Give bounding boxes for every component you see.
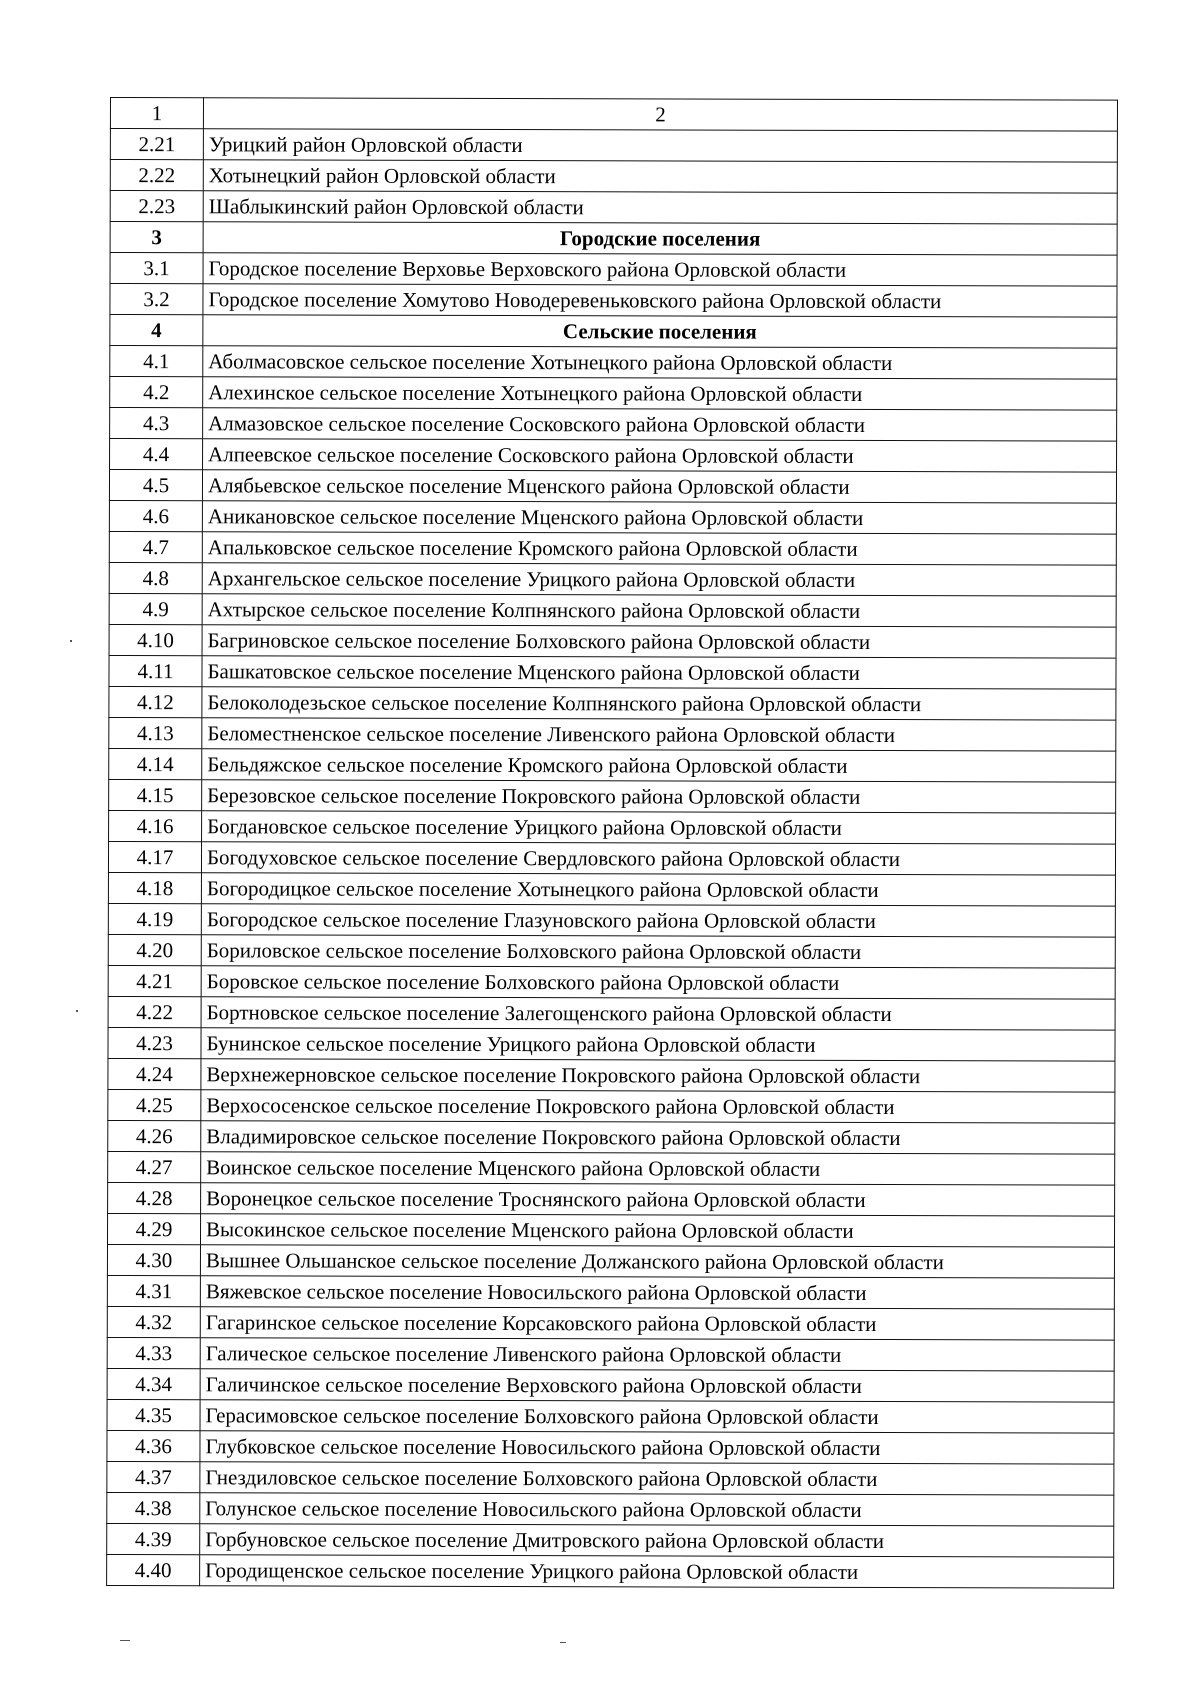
section-title: Сельские поселения (203, 315, 1117, 348)
row-number: 4.1 (110, 346, 203, 377)
table-row (110, 377, 1117, 411)
settlement-name: Горбуновское сельское поселение Дмитровского района Орловской области (200, 1524, 1114, 1557)
table-row (108, 1089, 1115, 1123)
settlement-name: Вяжевское сельское поселение Новосильского района Орловской области (200, 1276, 1114, 1309)
settlement-name: Богдановское сельское поселение Урицкого района Орловской области (202, 811, 1116, 844)
table-row (107, 1306, 1114, 1340)
row-number: 4.27 (108, 1151, 201, 1182)
table-row (109, 686, 1116, 720)
row-number: 4.39 (107, 1523, 200, 1554)
table-row (109, 562, 1116, 596)
settlement-name: Городское поселение Хомутово Новодеревеньковского района Орловской области (203, 284, 1117, 317)
settlement-name: Бельдяжское сельское поселение Кромского района Орловской области (202, 749, 1116, 782)
row-number: 4.16 (109, 810, 202, 841)
settlement-name: Высокинское сельское поселение Мценского района Орловской области (200, 1214, 1114, 1247)
section-row (110, 315, 1117, 349)
settlement-name: Алпеевское сельское поселение Сосковского района Орловской области (203, 439, 1117, 472)
table-row (110, 408, 1117, 442)
row-number: 4.24 (108, 1058, 201, 1089)
row-number: 4.2 (110, 377, 203, 408)
settlement-name: Ахтырское сельское поселение Колпнянского района Орловской области (202, 594, 1116, 627)
row-number: 4.15 (109, 779, 202, 810)
settlement-name: Верхососенское сельское поселение Покровского района Орловской области (201, 1090, 1115, 1123)
settlement-name: Башкатовское сельское поселение Мценского района Орловской области (202, 656, 1116, 689)
settlement-name: Воронецкое сельское поселение Троснянского района Орловской области (201, 1183, 1115, 1216)
row-number: 4.18 (108, 872, 201, 903)
row-number: 4.22 (108, 996, 201, 1027)
row-number: 4.40 (107, 1554, 200, 1585)
row-number: 4.36 (107, 1430, 200, 1461)
settlement-name: Городское поселение Верховье Верховского района Орловской области (203, 253, 1117, 286)
row-number: 4.20 (108, 934, 201, 965)
settlement-name: Владимировское сельское поселение Покровского района Орловской области (201, 1121, 1115, 1154)
row-number: 4.8 (109, 562, 202, 593)
table-row (109, 748, 1116, 782)
table-row (110, 284, 1117, 318)
row-number: 4.23 (108, 1027, 201, 1058)
section-title: Городские поселения (203, 222, 1117, 255)
table-row (107, 1523, 1114, 1557)
settlement-name: Богодуховское сельское поселение Свердловского района Орловской области (201, 842, 1115, 875)
table-row (108, 996, 1115, 1030)
row-number: 4.29 (107, 1213, 200, 1244)
row-number: 2.22 (110, 160, 203, 191)
table-row (109, 779, 1116, 813)
settlement-name: Алябьевское сельское поселение Мценского района Орловской области (202, 470, 1116, 503)
settlement-name: Багриновское сельское поселение Болховского района Орловской области (202, 625, 1116, 658)
table-row (108, 872, 1115, 906)
row-number: 4.25 (108, 1089, 201, 1120)
table-row (107, 1554, 1114, 1588)
section-row (110, 222, 1117, 256)
settlement-name: Урицкий район Орловской области (203, 129, 1117, 162)
settlement-name: Голунское сельское поселение Новосильского района Орловской области (200, 1493, 1114, 1526)
table-row (107, 1337, 1114, 1371)
table-row (108, 1058, 1115, 1092)
header-col-number: 1 (110, 98, 203, 129)
table-row (107, 1275, 1114, 1309)
table-row (109, 470, 1116, 504)
row-number: 3.2 (110, 284, 203, 315)
table-row (108, 1027, 1115, 1061)
row-number: 2.23 (110, 191, 203, 222)
row-number: 4.9 (109, 593, 202, 624)
row-number: 2.21 (110, 129, 203, 160)
table-row (110, 191, 1117, 225)
row-number: 4.34 (107, 1368, 200, 1399)
table-row (108, 841, 1115, 875)
table-row (109, 717, 1116, 751)
row-number: 4.31 (107, 1275, 200, 1306)
settlement-name: Апальковское сельское поселение Кромского района Орловской области (202, 532, 1116, 565)
settlement-name: Березовское сельское поселение Покровского района Орловской области (202, 780, 1116, 813)
table-header-row (110, 98, 1117, 132)
table-row (107, 1430, 1114, 1464)
row-number: 4.28 (108, 1182, 201, 1213)
settlement-name: Верхнежерновское сельское поселение Покровского района Орловской области (201, 1059, 1115, 1092)
table-row (109, 810, 1116, 844)
row-number: 4.26 (108, 1120, 201, 1151)
table-row (109, 624, 1116, 658)
table-row (108, 1151, 1115, 1185)
settlement-name: Богородицкое сельское поселение Хотынецкого района Орловской области (201, 873, 1115, 906)
settlements-table (106, 97, 1118, 1589)
table-row (107, 1492, 1114, 1526)
settlement-name: Галичинское сельское поселение Верховского района Орловской области (200, 1369, 1114, 1402)
table-body (107, 98, 1118, 1589)
settlement-name: Бортновское сельское поселение Залегощенского района Орловской области (201, 997, 1115, 1030)
settlement-name: Хотынецкий район Орловской области (203, 160, 1117, 193)
table-row (110, 160, 1117, 194)
settlement-name: Боровское сельское поселение Болховского района Орловской области (201, 966, 1115, 999)
settlement-name: Бориловское сельское поселение Болховского района Орловской области (201, 935, 1115, 968)
row-number: 4.35 (107, 1399, 200, 1430)
table-row (109, 655, 1116, 689)
table-row (108, 903, 1115, 937)
row-number: 4.30 (107, 1244, 200, 1275)
row-number: 4.21 (108, 965, 201, 996)
row-number: 4.19 (108, 903, 201, 934)
settlement-name: Гнездиловское сельское поселение Болховского района Орловской области (200, 1462, 1114, 1495)
row-number: 4.5 (109, 470, 202, 501)
settlement-name: Вышнее Ольшанское сельское поселение Должанского района Орловской области (200, 1245, 1114, 1278)
row-number: 3.1 (110, 253, 203, 284)
settlement-name: Аникановское сельское поселение Мценского района Орловской области (202, 501, 1116, 534)
settlement-name: Герасимовское сельское поселение Болховского района Орловской области (200, 1400, 1114, 1433)
header-col-name: 2 (203, 98, 1117, 131)
row-number: 4.32 (107, 1306, 200, 1337)
settlement-name: Галическое сельское поселение Ливенского района Орловской области (200, 1338, 1114, 1371)
settlement-name: Гагаринское сельское поселение Корсаковского района Орловской области (200, 1307, 1114, 1340)
row-number: 4.4 (110, 439, 203, 470)
table-row (107, 1399, 1114, 1433)
row-number: 4.38 (107, 1492, 200, 1523)
table-row (107, 1368, 1114, 1402)
settlement-name: Воинское сельское поселение Мценского района Орловской области (201, 1152, 1115, 1185)
settlement-name: Беломестненское сельское поселение Ливенского района Орловской области (202, 718, 1116, 751)
settlement-name: Бунинское сельское поселение Урицкого района Орловской области (201, 1028, 1115, 1061)
settlement-name: Городищенское сельское поселение Урицкого района Орловской области (200, 1555, 1114, 1588)
settlement-name: Шаблыкинский район Орловской области (203, 191, 1117, 224)
row-number: 4.37 (107, 1461, 200, 1492)
row-number: 3 (110, 222, 203, 253)
table-row (110, 129, 1117, 163)
row-number: 4.7 (109, 531, 202, 562)
table-row (109, 531, 1116, 565)
row-number: 4.6 (109, 500, 202, 531)
row-number: 4.33 (107, 1337, 200, 1368)
row-number: 4.14 (109, 748, 202, 779)
table-row (108, 934, 1115, 968)
row-number: 4.3 (110, 408, 203, 439)
row-number: 4.12 (109, 686, 202, 717)
table-row (107, 1461, 1114, 1495)
row-number: 4.11 (109, 655, 202, 686)
table-row (107, 1244, 1114, 1278)
row-number: 4.17 (108, 841, 201, 872)
table-row (107, 1213, 1114, 1247)
scan-speck (120, 1640, 130, 1641)
settlement-name: Алмазовское сельское поселение Сосковского района Орловской области (203, 408, 1117, 441)
table-row (110, 439, 1117, 473)
row-number: 4 (110, 315, 203, 346)
table-row (110, 253, 1117, 287)
settlement-name: Глубковское сельское поселение Новосильского района Орловской области (200, 1431, 1114, 1464)
row-number: 4.10 (109, 624, 202, 655)
settlement-name: Богородское сельское поселение Глазуновского района Орловской области (201, 904, 1115, 937)
table-row (108, 965, 1115, 999)
scan-speck (76, 1010, 78, 1012)
table-row (109, 500, 1116, 534)
table-row (108, 1182, 1115, 1216)
settlement-name: Архангельское сельское поселение Урицкого района Орловской области (202, 563, 1116, 596)
settlement-name: Аболмасовское сельское поселение Хотынецкого района Орловской области (203, 346, 1117, 379)
scan-speck (70, 640, 72, 642)
table-row (109, 593, 1116, 627)
settlement-name: Алехинское сельское поселение Хотынецкого района Орловской области (203, 377, 1117, 410)
table-row (108, 1120, 1115, 1154)
table-row (110, 346, 1117, 380)
scan-speck (560, 1642, 566, 1643)
settlement-name: Белоколодезьское сельское поселение Колпнянского района Орловской области (202, 687, 1116, 720)
row-number: 4.13 (109, 717, 202, 748)
